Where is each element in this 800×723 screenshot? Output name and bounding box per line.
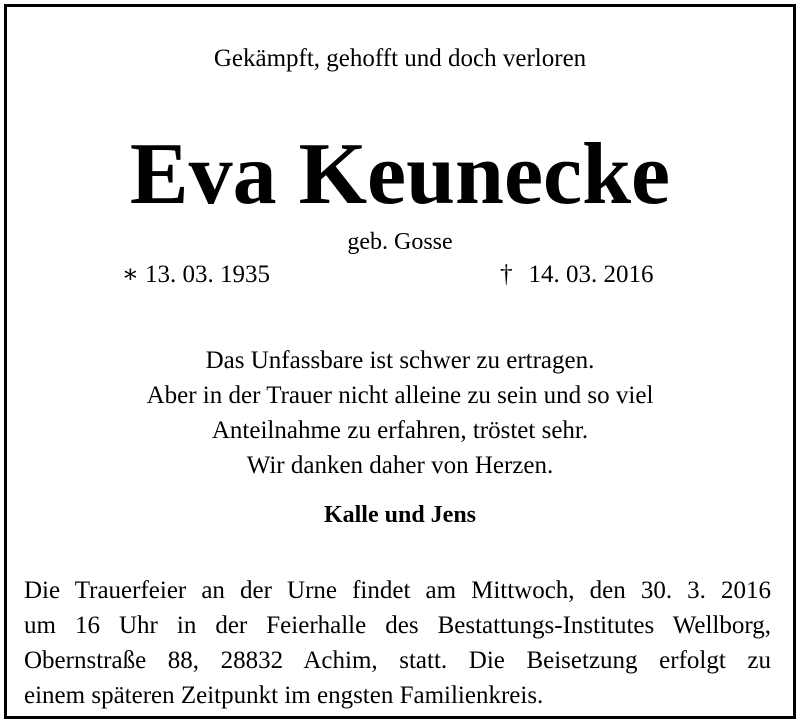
funeral-info-line: Obernstraße 88, 28832 Achim, statt. Die Beisetzung erfolgt zu xyxy=(24,647,771,674)
funeral-info xyxy=(24,573,771,713)
funeral-info-line: Die Trauerfeier an der Urne findet am Mittwoch, den 30. 3. 2016 xyxy=(24,577,771,604)
verse-line: Das Unfassbare ist schwer zu ertragen. xyxy=(205,347,595,374)
birth-date-line xyxy=(122,258,270,292)
verse-block xyxy=(0,343,800,483)
funeral-info-line: einem späteren Zeitpunkt im engsten Familienkreis. xyxy=(24,682,544,709)
verse-line: Anteilnahme zu erfahren, tröstet sehr. xyxy=(211,417,589,444)
death-date-line xyxy=(500,258,654,292)
death-cross-icon: † xyxy=(500,261,513,288)
birth-date: 13. 03. 1935 xyxy=(145,261,270,288)
motto: Gekämpft, gehofft und doch verloren xyxy=(213,45,587,72)
verse-line: Wir danken daher von Herzen. xyxy=(246,452,554,479)
maiden-name: geb. Gosse xyxy=(347,229,453,255)
signature: Kalle und Jens xyxy=(323,502,477,528)
funeral-info-line: um 16 Uhr in der Feierhalle des Bestattungs-Institutes Wellborg, xyxy=(24,612,771,639)
death-date: 14. 03. 2016 xyxy=(528,261,654,288)
verse-line: Aber in der Trauer nicht alleine zu sein und so viel xyxy=(146,382,654,409)
deceased-name: Eva Keunecke xyxy=(129,126,671,223)
birth-star-icon: ∗ xyxy=(122,261,139,288)
